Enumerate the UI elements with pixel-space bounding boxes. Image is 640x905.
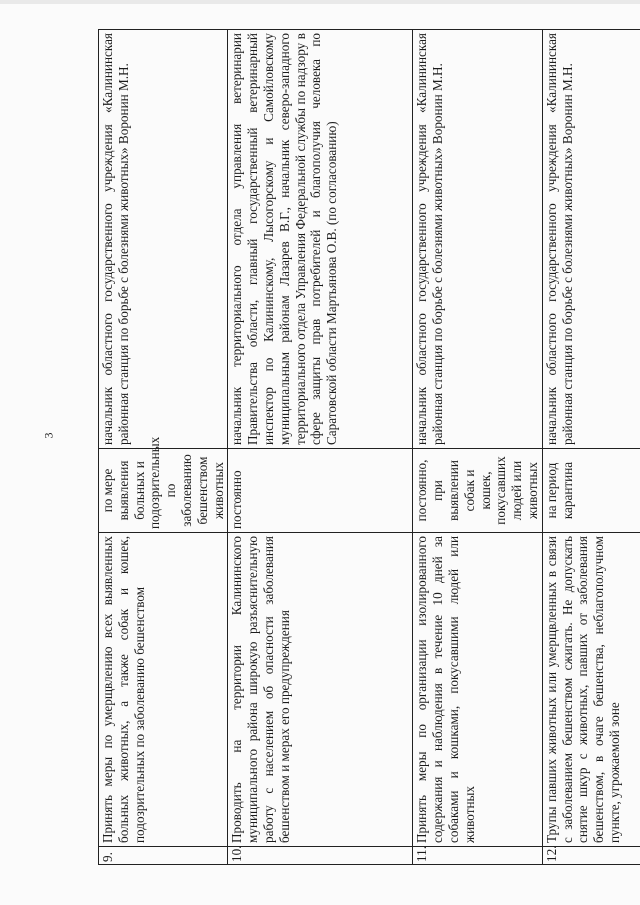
table-row bbox=[542, 30, 640, 865]
measure-cell: Принять меры по организации изолированного содержания и наблюдения в течение 10 дней за собаками и кошками, покусавшими людей или животных bbox=[413, 533, 542, 847]
row-number: 12. bbox=[542, 847, 640, 865]
measures-table-container bbox=[98, 30, 622, 865]
row-number: 10. bbox=[228, 847, 413, 865]
term-cell: постоянно, при выявлении собак и кошек, покусавших людей или животных bbox=[413, 449, 542, 533]
row-number: 11. bbox=[413, 847, 542, 865]
responsible-cell: начальник областного государственного учреждения «Калининская районная станция по борьбе с болезнями животных» Воронин М.Н. bbox=[99, 30, 228, 449]
measure-cell: Принять меры по умерщвлению всех выявленных больных животных, а также собак и кошек, подозрительных по заболеванию бешенством bbox=[99, 533, 228, 847]
term-cell: на период карантина bbox=[542, 449, 640, 533]
rotated-page-content bbox=[98, 30, 622, 865]
measure-cell: Проводить на территории Калининского муниципального района широкую разъяснительную работу с населением об опасности заболевания бешенством и мерах его предупреждения bbox=[228, 533, 413, 847]
responsible-cell: начальник областного государственного учреждения «Калининская районная станция по борьбе с болезнями животных» Воронин М.Н. bbox=[542, 30, 640, 449]
row-number: 9. bbox=[99, 847, 228, 865]
measures-table bbox=[98, 29, 640, 865]
table-row bbox=[413, 30, 542, 865]
measure-cell: Трупы павших животных или умерщвленных в связи с заболеванием бешенством сжигать. Не допускать снятие шкур с животных, павших от заболевания бешенством, в очаге бешенства, неблагополучном пункте, угрожаемой зоне bbox=[542, 533, 640, 847]
table-row bbox=[228, 30, 413, 865]
page-number: 3 bbox=[41, 432, 56, 439]
responsible-cell: начальник областного государственного учреждения «Калининская районная станция по борьбе с болезнями животных» Воронин М.Н. bbox=[413, 30, 542, 449]
term-cell: постоянно bbox=[228, 449, 413, 533]
table-row bbox=[99, 30, 228, 865]
scan-edge bbox=[0, 0, 640, 4]
responsible-cell: начальник территориального отдела управления ветеринарии Правительства области, главный государственный ветеринарный инспектор по Калининскому, Лысогорскому и Самойловскому муниципальным районам Лазарев В.Г., начальник северо-западного территориального отдела Управления Федеральной службы по надзору в сфере защиты прав потребителей и благополучия человека по Саратовской области Мартьянова О.В. (по согласованию) bbox=[228, 30, 413, 449]
term-cell: по мере выявления больных и подозрительных по заболеванию бешенством животных bbox=[99, 449, 228, 533]
